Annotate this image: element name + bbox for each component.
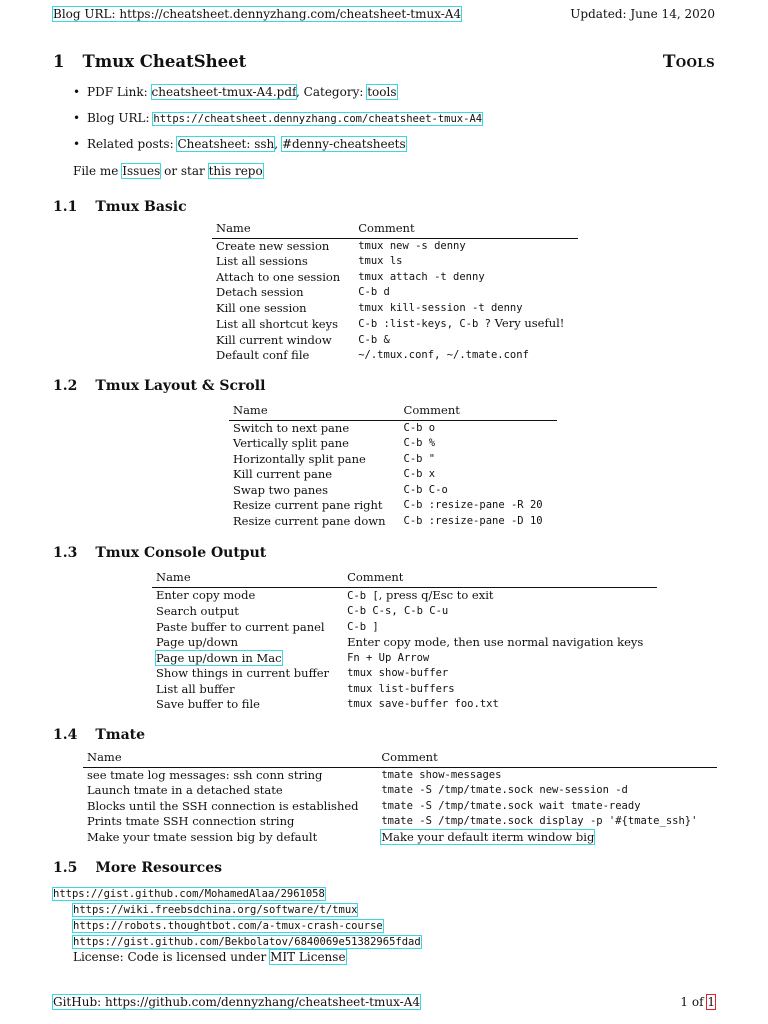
column-header-name: Name: [212, 221, 354, 238]
category-label: Tools: [662, 52, 715, 72]
column-header-comment: Comment: [400, 403, 557, 420]
updated-date: Updated: June 14, 2020: [570, 7, 715, 21]
table-row: [212, 333, 578, 349]
related-ssh-link[interactable]: Cheatsheet: ssh: [177, 137, 275, 151]
row-comment: C-b ": [403, 452, 436, 465]
section-title: Tmux Console Output: [95, 545, 267, 561]
page-total-link[interactable]: 1: [707, 995, 715, 1009]
row-name: Horizontally split pane: [233, 451, 366, 466]
row-comment: tmux ls: [358, 255, 403, 267]
table-row: [152, 697, 657, 713]
row-name: Paste buffer to current panel: [156, 619, 325, 634]
row-comment: C-b ]: [347, 620, 379, 633]
row-comment: C-b %: [403, 437, 436, 449]
list-item: [73, 84, 482, 110]
row-comment: [354, 316, 578, 333]
row-comment-code: C-b :list-keys, C-b ?: [358, 318, 491, 330]
table-row: [83, 830, 717, 846]
section-number: 1.1: [53, 199, 78, 215]
table-row: [152, 604, 657, 620]
column-header-comment: Comment: [343, 570, 657, 587]
row-name: Swap two panes: [233, 482, 328, 497]
repo-link[interactable]: this repo: [208, 164, 263, 178]
page-up-down-mac-link[interactable]: Page up/down in Mac: [156, 650, 282, 665]
resource-link[interactable]: https://wiki.freebsdchina.org/software/t/tmux: [73, 904, 358, 916]
pdf-link[interactable]: cheatsheet-tmux-A4.pdf: [151, 85, 297, 99]
issues-link[interactable]: Issues: [122, 164, 161, 178]
mit-license-link[interactable]: MIT License: [270, 950, 346, 964]
row-comment: tmate -S /tmp/tmate.sock display -p '#{tmate_ssh}': [381, 815, 698, 827]
section-title: More Resources: [95, 860, 222, 876]
related-posts-label: Related posts:: [87, 137, 174, 151]
table-row: [152, 587, 657, 604]
column-header-name: Name: [83, 750, 377, 767]
section-heading-basic: [53, 199, 187, 215]
row-comment: C-b x: [403, 468, 436, 480]
table-row: [212, 316, 578, 333]
row-comment: C-b o: [403, 421, 436, 434]
table-row: [152, 666, 657, 682]
basic-table: [212, 221, 578, 364]
resources-list: [53, 885, 421, 965]
column-header-comment: Comment: [377, 750, 717, 767]
github-footer-link[interactable]: GitHub: https://github.com/dennyzhang/cheatsheet-tmux-A4: [53, 995, 420, 1009]
section-title: Tmux Layout & Scroll: [95, 378, 266, 394]
resource-link[interactable]: https://robots.thoughtbot.com/a-tmux-crash-course: [73, 920, 383, 932]
row-comment: C-b C-s, C-b C-u: [347, 605, 449, 617]
row-name: Enter copy mode: [156, 588, 256, 602]
table-row: [152, 651, 657, 667]
resource-link[interactable]: https://gist.github.com/Bekbolatov/6840069e51382965fdad: [73, 936, 421, 948]
row-name: Create new session: [216, 238, 330, 253]
column-header-name: Name: [152, 570, 343, 587]
section-title: Tmux Basic: [95, 199, 187, 215]
row-comment: tmux show-buffer: [347, 667, 449, 679]
row-comment: tmux kill-session -t denny: [358, 301, 523, 314]
row-comment: C-b C-o: [403, 483, 448, 496]
row-name: List all shortcut keys: [216, 316, 339, 331]
row-comment: tmux save-buffer foo.txt: [347, 698, 499, 710]
row-name: Search output: [156, 604, 239, 618]
row-comment: Enter copy mode, then use normal navigation keys: [347, 635, 644, 649]
resource-link[interactable]: https://gist.github.com/MohamedAlaa/2961058: [53, 888, 325, 900]
file-mid: or star: [164, 164, 205, 178]
row-name: Vertically split pane: [233, 436, 349, 450]
row-comment: tmux list-buffers: [347, 682, 455, 695]
row-name: Prints tmate SSH connection string: [87, 814, 295, 828]
row-name: Detach session: [216, 285, 304, 299]
iterm-window-link[interactable]: Make your default iterm window big: [381, 829, 595, 844]
row-comment: [343, 587, 657, 604]
section-number: 1: [53, 52, 65, 71]
list-item: [73, 136, 482, 162]
page-title: [53, 52, 715, 71]
column-header-name: Name: [229, 403, 400, 420]
row-name: Kill current window: [216, 332, 332, 347]
row-name: Default conf file: [216, 348, 310, 362]
category-prefix: , Category:: [296, 85, 364, 99]
table-row: [212, 301, 578, 317]
table-row: [212, 254, 578, 270]
row-name: Make your tmate session big by default: [87, 829, 318, 844]
table-row: [152, 635, 657, 651]
table-row: [229, 514, 557, 530]
table-row: [83, 799, 717, 815]
row-name: see tmate log messages: ssh conn string: [87, 767, 323, 782]
section-number: 1.4: [53, 727, 78, 743]
row-comment: C-b :resize-pane -R 20: [403, 499, 543, 511]
table-row: [212, 348, 578, 364]
file-prefix: File me: [73, 164, 119, 178]
row-name: List all buffer: [156, 681, 235, 696]
row-comment: Fn + Up Arrow: [347, 651, 430, 664]
row-name: Page up/down: [156, 635, 239, 649]
table-row: [83, 814, 717, 830]
row-comment: tmux new -s denny: [358, 239, 466, 252]
file-issue-line: [73, 164, 263, 178]
row-name: Kill one session: [216, 300, 307, 315]
table-row: [83, 767, 717, 783]
page-counter: [680, 995, 715, 1009]
row-comment: tmate -S /tmp/tmate.sock new-session -d: [381, 784, 628, 796]
table-row: [229, 420, 557, 436]
row-comment: tmux attach -t denny: [358, 270, 485, 283]
section-heading-tmate: [53, 727, 145, 743]
row-comment: C-b &: [358, 333, 390, 346]
blog-url-link[interactable]: https://cheatsheet.dennyzhang.com/cheatsheet-tmux-A4: [153, 113, 483, 125]
category-link[interactable]: tools: [367, 85, 397, 99]
section-heading-layout: [53, 378, 265, 394]
row-name: Attach to one session: [216, 269, 341, 284]
section-title: Tmux CheatSheet: [82, 52, 247, 71]
blog-url-header-link[interactable]: Blog URL: https://cheatsheet.dennyzhang.com/cheatsheet-tmux-A4: [53, 7, 462, 21]
row-comment-tail: Very useful!: [490, 316, 565, 330]
section-title: Tmate: [95, 727, 146, 743]
section-number: 1.5: [53, 860, 78, 876]
row-name: [152, 651, 343, 667]
license-text: License: Code is licensed under: [73, 950, 267, 964]
row-name: Show things in current buffer: [156, 666, 330, 680]
pdf-link-label: PDF Link:: [87, 85, 148, 99]
row-name: Switch to next pane: [233, 420, 350, 435]
row-comment: C-b :resize-pane -D 10: [403, 514, 543, 527]
table-row: [152, 682, 657, 698]
section-number: 1.3: [53, 545, 78, 561]
row-name: Resize current pane right: [233, 498, 383, 512]
row-comment: C-b d: [358, 286, 390, 298]
row-name: Save buffer to file: [156, 697, 260, 711]
list-item: [73, 110, 482, 136]
row-comment: ~/.tmux.conf, ~/.tmate.conf: [358, 349, 529, 361]
row-comment-tail: , press q/Esc to exit: [378, 587, 494, 602]
tmate-table: [83, 750, 717, 845]
row-name: Blocks until the SSH connection is established: [87, 798, 359, 813]
section-heading-resources: [53, 860, 222, 876]
intro-list: [73, 84, 482, 162]
row-name: Resize current pane down: [233, 513, 386, 528]
row-name: Launch tmate in a detached state: [87, 783, 283, 797]
section-number: 1.2: [53, 378, 78, 394]
table-row: [229, 483, 557, 499]
row-comment: tmate -S /tmp/tmate.sock wait tmate-ready: [381, 799, 641, 812]
table-row: [212, 270, 578, 286]
separator: ,: [274, 137, 279, 151]
console-table: [152, 570, 657, 713]
table-row: [212, 285, 578, 301]
table-row: [212, 238, 578, 254]
page-title-row: [53, 52, 715, 71]
related-cheatsheets-link[interactable]: #denny-cheatsheets: [281, 137, 406, 151]
row-name: Kill current pane: [233, 467, 333, 481]
row-name: List all sessions: [216, 254, 308, 268]
layout-table: [229, 403, 557, 529]
table-row: [229, 436, 557, 452]
row-comment-code: C-b [: [347, 589, 379, 602]
license-line: [53, 949, 421, 965]
section-heading-console: [53, 545, 266, 561]
table-row: [152, 620, 657, 636]
table-row: [229, 498, 557, 514]
column-header-comment: Comment: [354, 221, 578, 238]
row-comment: [377, 830, 717, 846]
table-row: [83, 783, 717, 799]
blog-url-label: Blog URL:: [87, 111, 150, 125]
table-row: [229, 467, 557, 483]
row-comment: tmate show-messages: [381, 768, 502, 781]
page-prefix: 1 of: [680, 995, 704, 1009]
table-row: [229, 452, 557, 468]
